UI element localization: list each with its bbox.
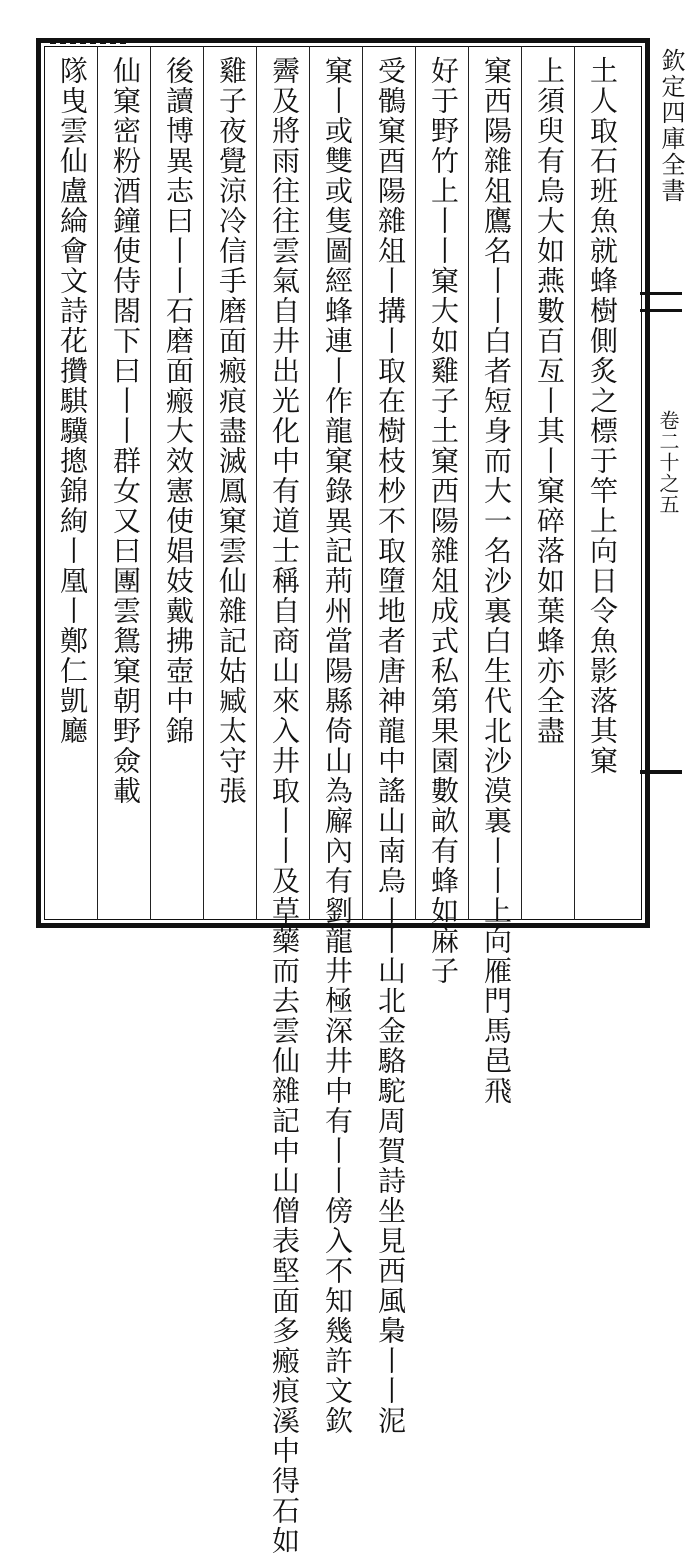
text-column-8: 雞子夜覺涼冷信手磨面瘢痕盡滅鳳窠雲仙雜記姑臧太守張 (215, 56, 248, 806)
book-title: 欽定四庫全書 (657, 48, 685, 204)
column-rule (97, 46, 98, 920)
column-rule (256, 46, 257, 920)
column-rule (362, 46, 363, 920)
column-rule (415, 46, 416, 920)
text-column-3: 窠西陽雜俎鷹名丨丨白者短身而大一名沙裏白生代北沙漠裏丨丨上向雁門馬邑飛 (480, 56, 513, 1106)
column-rule (150, 46, 151, 920)
text-column-7: 霽及將雨往往雲氣自井出光化中有道士稱自商山來入井取丨丨及草藥而去雲仙雜記中山僧表堅面多瘢痕溪中得石如 (268, 56, 301, 1556)
text-column-9: 後讀博異志曰丨丨石磨面瘢大效憲使娼妓戴拂壺中錦 (162, 56, 195, 746)
text-column-2: 上須臾有烏大如燕數百亙丨其丨窠碎落如葉蜂亦全盡 (533, 56, 566, 746)
text-column-5: 受鶻窠酉陽雜俎丨搆丨取在樹枝杪不取墮地者唐神龍中謠山南烏丨丨山北金駱駝周賀詩坐見西風梟丨丨泥 (374, 56, 407, 1436)
column-rule (521, 46, 522, 920)
fish-tail-mark (640, 292, 682, 312)
column-rule (468, 46, 469, 920)
text-column-11: 隊曳雲仙盧綸會文詩花攢騏驥摠錦絢丨凰丨鄭仁凱廳 (56, 56, 89, 746)
fish-tail-mark-lower (640, 770, 682, 774)
column-rule (574, 46, 575, 920)
text-column-4: 好于野竹上丨丨窠大如雞子土窠西陽雜俎成式私第果園數畝有蜂如麻子 (427, 56, 460, 986)
text-column-6: 窠丨或雙或隻圖經蜂連丨作龍窠錄異記荊州當陽縣倚山為廨內有劉龍井極深井中有丨丨傍入不知幾許文欽 (321, 56, 354, 1436)
volume-label: 卷二十之五 (656, 410, 680, 515)
column-rule (203, 46, 204, 920)
text-column-1: 土人取石班魚就蜂樹側炙之標于竿上向日令魚影落其窠 (586, 56, 619, 776)
text-column-10: 仙窠密粉酒鐘使侍閤下曰丨丨群女又曰團雲鴛窠朝野僉載 (109, 56, 142, 806)
column-rule (309, 46, 310, 920)
